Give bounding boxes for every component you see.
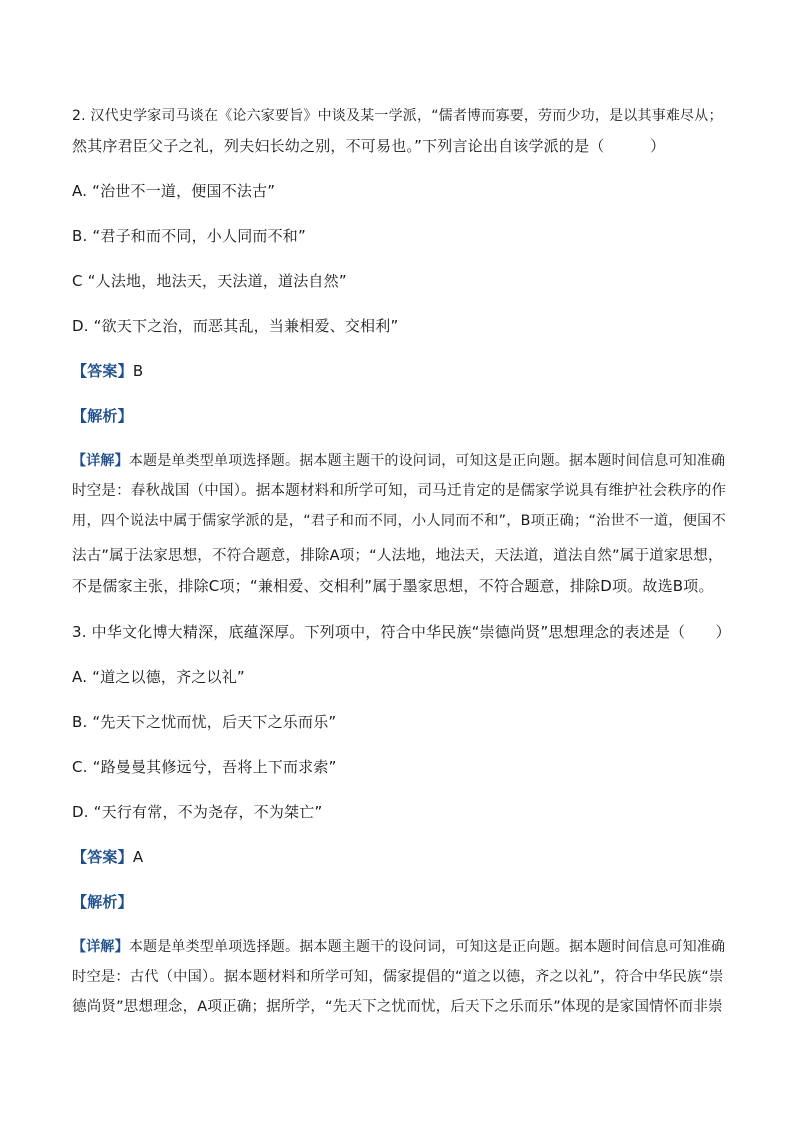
q2-option-d: D. “欲天下之治，而恶其乱，当兼相爱、交相利” [72, 317, 399, 335]
q3-detail-line-3: 德尚贤”思想理念，A项正确；据所学，“先天下之忧而忧，后天下之乐而乐”体现的是家国情怀而非崇 [72, 999, 723, 1015]
q3-option-d: D. “天行有常，不为尧存，不为桀亡” [72, 803, 323, 821]
analysis-tag: 【解析】 [72, 407, 133, 425]
q3-option-c: C. “路曼曼其修远兮，吾将上下而求索” [72, 758, 337, 776]
detail-text: 本题是单类型单项选择题。据本题主题干的设问词，可知这是正向题。据本题时间信息可知准确 [128, 453, 726, 469]
q2-answer [72, 361, 732, 381]
answer-tag: 【答案】 [72, 848, 133, 866]
answer-tag: 【答案】 [72, 362, 133, 380]
q2-option-b: B. “君子和而不同，小人同而不和” [72, 227, 306, 245]
q2-option-a: A. “治世不一道，便国不法古” [72, 182, 276, 200]
q3-stem-line-1: 3. 中华文化博大精深，底蕴深厚。下列项中，符合中华民族“崇德尚贤”思想理念的表述是（ ） [72, 623, 731, 641]
q2-detail-line-4: 法古”属于法家思想，不符合题意，排除A项；“人法地，地法天，天法道，道法自然”属于道家思想， [72, 548, 723, 564]
detail-tag: 【详解】 [72, 939, 129, 955]
analysis-tag: 【解析】 [72, 893, 133, 911]
q3-option-a: A. “道之以德，齐之以礼” [72, 668, 245, 686]
q2-detail-line-5: 不是儒家主张，排除C项；“兼相爱、交相利”属于墨家思想，不符合题意，排除D项。故选B项。 [72, 577, 714, 595]
q2-stem-line-2: 然其序君臣父子之礼，列夫妇长幼之别，不可易也。”下列言论出自该学派的是（ ） [72, 137, 666, 155]
q3-detail-line-2: 时空是：古代（中国）。据本题材料和所学可知，儒家提倡的“道之以德，齐之以礼”，符合中华民族“崇 [72, 969, 724, 985]
detail-text: 本题是单类型单项选择题。据本题主题干的设问词，可知这是正向题。据本题时间信息可知准确 [128, 939, 726, 955]
q3-detail-line-1 [72, 937, 732, 957]
q2-detail-line-2: 时空是：春秋战国（中国）。据本题材料和所学可知，司马迁肯定的是儒家学说具有维护社会秩序的作 [72, 483, 727, 499]
q3-option-b: B. “先天下之忧而忧，后天下之乐而乐” [72, 713, 337, 731]
q2-stem-line-1: 2. 汉代史学家司马谈在《论六家要旨》中谈及某一学派，“儒者博而寡要，劳而少功，是以其事难尽从； [72, 108, 723, 124]
q3-answer [72, 847, 732, 867]
answer-value: B [132, 362, 144, 380]
answer-value: A [132, 848, 144, 866]
q2-detail-line-1 [72, 451, 732, 471]
detail-tag: 【详解】 [72, 453, 129, 469]
q3-analysis-heading [72, 892, 732, 912]
q2-analysis-heading [72, 406, 732, 426]
q2-detail-line-3: 用，四个说法中属于儒家学派的是，“君子和而不同，小人同而不和”，B项正确；“治世不一道，便国不 [72, 513, 727, 529]
q2-option-c: C “人法地，地法天，天法道，道法自然” [72, 272, 347, 290]
